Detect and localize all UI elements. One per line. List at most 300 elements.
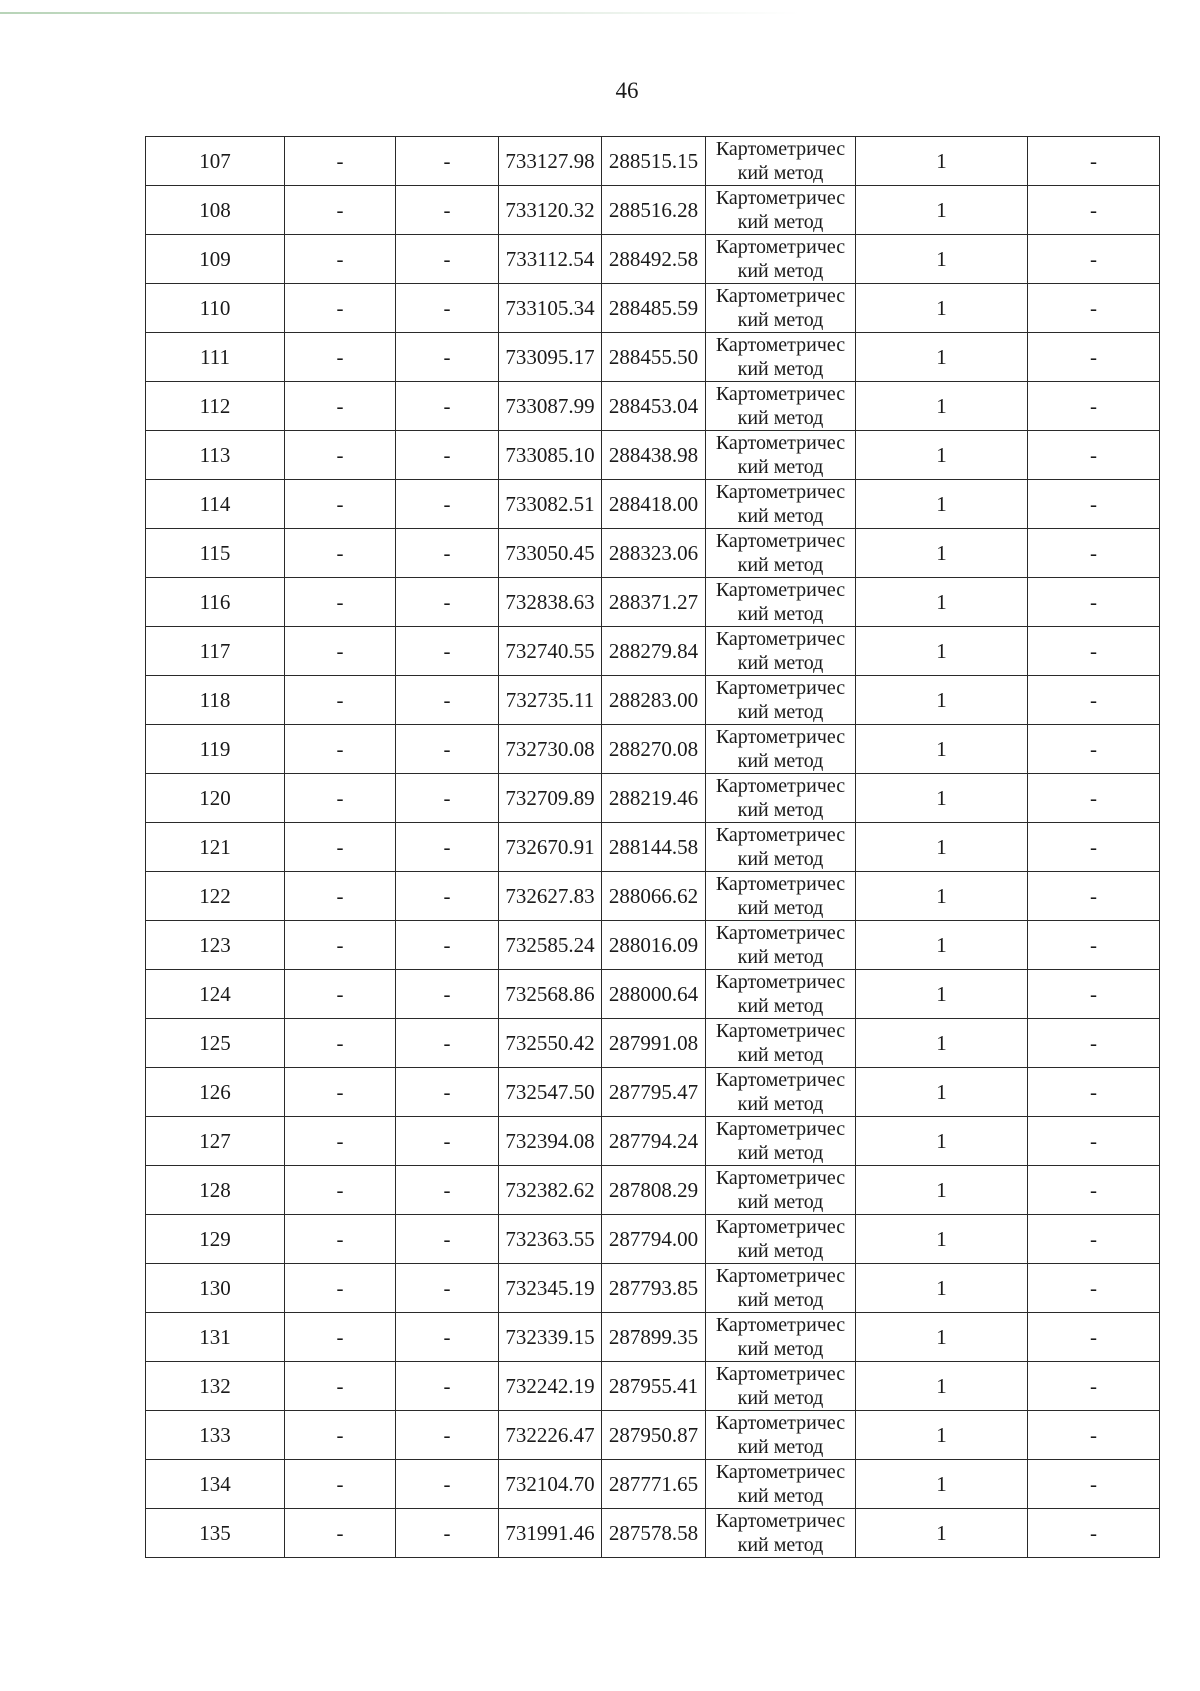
column3-cell: -	[396, 1313, 499, 1362]
value-cell: 1	[856, 1460, 1028, 1509]
value-cell: 1	[856, 725, 1028, 774]
table-row	[146, 725, 1160, 774]
value-cell: 1	[856, 921, 1028, 970]
table-body	[146, 137, 1160, 1558]
method-line-2: кий метод	[737, 1044, 824, 1066]
column3-cell: -	[396, 1362, 499, 1411]
table-row	[146, 872, 1160, 921]
table-row	[146, 1166, 1160, 1215]
y-coordinate-cell: 288000.64	[602, 970, 706, 1019]
last-column-cell: -	[1028, 1460, 1160, 1509]
method-line-2: кий метод	[737, 1093, 824, 1115]
point-number-cell: 129	[146, 1215, 285, 1264]
column2-cell: -	[285, 284, 396, 333]
last-column-cell: -	[1028, 774, 1160, 823]
table-row	[146, 186, 1160, 235]
x-coordinate-cell: 732339.15	[499, 1313, 602, 1362]
y-coordinate-cell: 287771.65	[602, 1460, 706, 1509]
method-cell	[706, 1460, 856, 1509]
method-cell	[706, 627, 856, 676]
method-line-1: Картометричес	[715, 1265, 846, 1287]
point-number-cell: 109	[146, 235, 285, 284]
x-coordinate-cell: 733127.98	[499, 137, 602, 186]
column2-cell: -	[285, 1411, 396, 1460]
method-line-1: Картометричес	[715, 1363, 846, 1385]
last-column-cell: -	[1028, 1166, 1160, 1215]
method-cell	[706, 921, 856, 970]
last-column-cell: -	[1028, 235, 1160, 284]
method-line-1: Картометричес	[715, 922, 846, 944]
method-line-1: Картометричес	[715, 334, 846, 356]
method-line-1: Картометричес	[715, 775, 846, 797]
column3-cell: -	[396, 725, 499, 774]
method-line-1: Картометричес	[715, 1510, 846, 1532]
column2-cell: -	[285, 529, 396, 578]
method-cell	[706, 1215, 856, 1264]
value-cell: 1	[856, 872, 1028, 921]
y-coordinate-cell: 287795.47	[602, 1068, 706, 1117]
column3-cell: -	[396, 823, 499, 872]
coordinates-table	[145, 136, 1160, 1558]
method-line-1: Картометричес	[715, 1412, 846, 1434]
method-line-2: кий метод	[737, 652, 824, 674]
x-coordinate-cell: 732838.63	[499, 578, 602, 627]
value-cell: 1	[856, 1313, 1028, 1362]
method-cell	[706, 774, 856, 823]
method-line-2: кий метод	[737, 554, 824, 576]
value-cell: 1	[856, 578, 1028, 627]
value-cell: 1	[856, 774, 1028, 823]
table-row	[146, 382, 1160, 431]
column3-cell: -	[396, 921, 499, 970]
y-coordinate-cell: 288418.00	[602, 480, 706, 529]
method-line-1: Картометричес	[715, 481, 846, 503]
column2-cell: -	[285, 333, 396, 382]
method-line-1: Картометричес	[715, 1167, 846, 1189]
value-cell: 1	[856, 480, 1028, 529]
last-column-cell: -	[1028, 1019, 1160, 1068]
last-column-cell: -	[1028, 725, 1160, 774]
point-number-cell: 112	[146, 382, 285, 431]
method-line-2: кий метод	[737, 603, 824, 625]
value-cell: 1	[856, 186, 1028, 235]
method-cell	[706, 970, 856, 1019]
value-cell: 1	[856, 1509, 1028, 1558]
value-cell: 1	[856, 1411, 1028, 1460]
method-line-2: кий метод	[737, 1485, 824, 1507]
last-column-cell: -	[1028, 480, 1160, 529]
y-coordinate-cell: 288485.59	[602, 284, 706, 333]
point-number-cell: 108	[146, 186, 285, 235]
column2-cell: -	[285, 725, 396, 774]
column2-cell: -	[285, 970, 396, 1019]
table-row	[146, 627, 1160, 676]
method-line-1: Картометричес	[715, 824, 846, 846]
column3-cell: -	[396, 578, 499, 627]
x-coordinate-cell: 733085.10	[499, 431, 602, 480]
column3-cell: -	[396, 137, 499, 186]
method-line-2: кий метод	[737, 701, 824, 723]
point-number-cell: 132	[146, 1362, 285, 1411]
method-line-1: Картометричес	[715, 628, 846, 650]
x-coordinate-cell: 732730.08	[499, 725, 602, 774]
method-line-2: кий метод	[737, 1240, 824, 1262]
table-row	[146, 1362, 1160, 1411]
y-coordinate-cell: 287899.35	[602, 1313, 706, 1362]
table-row	[146, 1411, 1160, 1460]
method-line-1: Картометричес	[715, 530, 846, 552]
method-line-1: Картометричес	[715, 971, 846, 993]
column3-cell: -	[396, 872, 499, 921]
column3-cell: -	[396, 970, 499, 1019]
method-cell	[706, 1117, 856, 1166]
value-cell: 1	[856, 431, 1028, 480]
value-cell: 1	[856, 1117, 1028, 1166]
column2-cell: -	[285, 627, 396, 676]
table-row	[146, 578, 1160, 627]
y-coordinate-cell: 288516.28	[602, 186, 706, 235]
method-line-1: Картометричес	[715, 726, 846, 748]
point-number-cell: 133	[146, 1411, 285, 1460]
value-cell: 1	[856, 529, 1028, 578]
point-number-cell: 107	[146, 137, 285, 186]
y-coordinate-cell: 287794.24	[602, 1117, 706, 1166]
x-coordinate-cell: 732104.70	[499, 1460, 602, 1509]
last-column-cell: -	[1028, 1264, 1160, 1313]
value-cell: 1	[856, 970, 1028, 1019]
table-row	[146, 970, 1160, 1019]
table-row	[146, 774, 1160, 823]
table-row	[146, 1215, 1160, 1264]
column3-cell: -	[396, 1460, 499, 1509]
y-coordinate-cell: 287808.29	[602, 1166, 706, 1215]
method-cell	[706, 431, 856, 480]
point-number-cell: 114	[146, 480, 285, 529]
method-line-1: Картометричес	[715, 236, 846, 258]
point-number-cell: 127	[146, 1117, 285, 1166]
point-number-cell: 125	[146, 1019, 285, 1068]
x-coordinate-cell: 732242.19	[499, 1362, 602, 1411]
column3-cell: -	[396, 1166, 499, 1215]
last-column-cell: -	[1028, 529, 1160, 578]
last-column-cell: -	[1028, 970, 1160, 1019]
method-line-2: кий метод	[737, 456, 824, 478]
last-column-cell: -	[1028, 284, 1160, 333]
point-number-cell: 134	[146, 1460, 285, 1509]
last-column-cell: -	[1028, 431, 1160, 480]
column2-cell: -	[285, 578, 396, 627]
last-column-cell: -	[1028, 1411, 1160, 1460]
column2-cell: -	[285, 774, 396, 823]
column2-cell: -	[285, 676, 396, 725]
column3-cell: -	[396, 529, 499, 578]
method-cell	[706, 1019, 856, 1068]
method-line-2: кий метод	[737, 505, 824, 527]
method-line-1: Картометричес	[715, 579, 846, 601]
method-cell	[706, 137, 856, 186]
column3-cell: -	[396, 186, 499, 235]
method-line-2: кий метод	[737, 358, 824, 380]
method-line-2: кий метод	[737, 799, 824, 821]
page-number: 46	[615, 78, 639, 103]
column2-cell: -	[285, 1215, 396, 1264]
method-line-2: кий метод	[737, 1436, 824, 1458]
method-line-1: Картометричес	[715, 1461, 846, 1483]
method-cell	[706, 480, 856, 529]
value-cell: 1	[856, 823, 1028, 872]
method-cell	[706, 186, 856, 235]
y-coordinate-cell: 288283.00	[602, 676, 706, 725]
method-cell	[706, 1264, 856, 1313]
method-line-1: Картометричес	[715, 138, 846, 160]
last-column-cell: -	[1028, 1313, 1160, 1362]
point-number-cell: 130	[146, 1264, 285, 1313]
last-column-cell: -	[1028, 872, 1160, 921]
column3-cell: -	[396, 1215, 499, 1264]
table-row	[146, 676, 1160, 725]
method-line-2: кий метод	[737, 407, 824, 429]
table-row	[146, 1019, 1160, 1068]
table-row	[146, 1264, 1160, 1313]
table-row	[146, 823, 1160, 872]
method-line-2: кий метод	[737, 750, 824, 772]
column2-cell: -	[285, 186, 396, 235]
x-coordinate-cell: 733095.17	[499, 333, 602, 382]
y-coordinate-cell: 288492.58	[602, 235, 706, 284]
point-number-cell: 120	[146, 774, 285, 823]
column3-cell: -	[396, 627, 499, 676]
point-number-cell: 126	[146, 1068, 285, 1117]
column3-cell: -	[396, 382, 499, 431]
point-number-cell: 111	[146, 333, 285, 382]
method-line-1: Картометричес	[715, 873, 846, 895]
table-row	[146, 284, 1160, 333]
x-coordinate-cell: 732709.89	[499, 774, 602, 823]
x-coordinate-cell: 733112.54	[499, 235, 602, 284]
y-coordinate-cell: 287794.00	[602, 1215, 706, 1264]
table-row	[146, 333, 1160, 382]
table-row	[146, 921, 1160, 970]
point-number-cell: 115	[146, 529, 285, 578]
y-coordinate-cell: 288144.58	[602, 823, 706, 872]
column2-cell: -	[285, 921, 396, 970]
point-number-cell: 123	[146, 921, 285, 970]
column3-cell: -	[396, 774, 499, 823]
x-coordinate-cell: 733082.51	[499, 480, 602, 529]
x-coordinate-cell: 731991.46	[499, 1509, 602, 1558]
method-line-2: кий метод	[737, 1142, 824, 1164]
last-column-cell: -	[1028, 1509, 1160, 1558]
y-coordinate-cell: 288455.50	[602, 333, 706, 382]
method-line-1: Картометричес	[715, 1069, 846, 1091]
method-line-2: кий метод	[737, 1534, 824, 1556]
value-cell: 1	[856, 1362, 1028, 1411]
point-number-cell: 135	[146, 1509, 285, 1558]
x-coordinate-cell: 732547.50	[499, 1068, 602, 1117]
method-line-1: Картометричес	[715, 1216, 846, 1238]
table-row	[146, 1068, 1160, 1117]
x-coordinate-cell: 732363.55	[499, 1215, 602, 1264]
column3-cell: -	[396, 235, 499, 284]
y-coordinate-cell: 288371.27	[602, 578, 706, 627]
table-row	[146, 137, 1160, 186]
x-coordinate-cell: 732382.62	[499, 1166, 602, 1215]
column3-cell: -	[396, 1411, 499, 1460]
method-line-1: Картометричес	[715, 383, 846, 405]
point-number-cell: 113	[146, 431, 285, 480]
method-line-1: Картометричес	[715, 187, 846, 209]
last-column-cell: -	[1028, 186, 1160, 235]
method-cell	[706, 725, 856, 774]
column2-cell: -	[285, 1509, 396, 1558]
table-row	[146, 529, 1160, 578]
x-coordinate-cell: 732585.24	[499, 921, 602, 970]
column3-cell: -	[396, 480, 499, 529]
method-line-2: кий метод	[737, 946, 824, 968]
method-cell	[706, 1313, 856, 1362]
scan-edge-line	[0, 12, 800, 14]
last-column-cell: -	[1028, 382, 1160, 431]
y-coordinate-cell: 287991.08	[602, 1019, 706, 1068]
column3-cell: -	[396, 284, 499, 333]
column2-cell: -	[285, 872, 396, 921]
method-line-2: кий метод	[737, 211, 824, 233]
column3-cell: -	[396, 676, 499, 725]
last-column-cell: -	[1028, 627, 1160, 676]
table-row	[146, 1509, 1160, 1558]
column2-cell: -	[285, 823, 396, 872]
point-number-cell: 118	[146, 676, 285, 725]
table-row	[146, 1460, 1160, 1509]
x-coordinate-cell: 732568.86	[499, 970, 602, 1019]
point-number-cell: 131	[146, 1313, 285, 1362]
x-coordinate-cell: 732627.83	[499, 872, 602, 921]
column3-cell: -	[396, 431, 499, 480]
last-column-cell: -	[1028, 333, 1160, 382]
method-line-1: Картометричес	[715, 432, 846, 454]
value-cell: 1	[856, 1068, 1028, 1117]
point-number-cell: 116	[146, 578, 285, 627]
value-cell: 1	[856, 284, 1028, 333]
method-cell	[706, 676, 856, 725]
column2-cell: -	[285, 480, 396, 529]
last-column-cell: -	[1028, 1215, 1160, 1264]
method-cell	[706, 235, 856, 284]
method-line-1: Картометричес	[715, 285, 846, 307]
x-coordinate-cell: 732345.19	[499, 1264, 602, 1313]
x-coordinate-cell: 732740.55	[499, 627, 602, 676]
y-coordinate-cell: 287955.41	[602, 1362, 706, 1411]
method-cell	[706, 284, 856, 333]
column2-cell: -	[285, 1019, 396, 1068]
last-column-cell: -	[1028, 1362, 1160, 1411]
method-cell	[706, 578, 856, 627]
value-cell: 1	[856, 1264, 1028, 1313]
y-coordinate-cell: 288323.06	[602, 529, 706, 578]
method-cell	[706, 1411, 856, 1460]
column2-cell: -	[285, 1068, 396, 1117]
table-row	[146, 1117, 1160, 1166]
value-cell: 1	[856, 1215, 1028, 1264]
column2-cell: -	[285, 1313, 396, 1362]
x-coordinate-cell: 733050.45	[499, 529, 602, 578]
value-cell: 1	[856, 1019, 1028, 1068]
table-row	[146, 431, 1160, 480]
method-cell	[706, 1362, 856, 1411]
x-coordinate-cell: 732394.08	[499, 1117, 602, 1166]
column2-cell: -	[285, 235, 396, 284]
method-cell	[706, 872, 856, 921]
last-column-cell: -	[1028, 921, 1160, 970]
y-coordinate-cell: 288219.46	[602, 774, 706, 823]
y-coordinate-cell: 288515.15	[602, 137, 706, 186]
value-cell: 1	[856, 382, 1028, 431]
last-column-cell: -	[1028, 137, 1160, 186]
y-coordinate-cell: 287578.58	[602, 1509, 706, 1558]
method-line-2: кий метод	[737, 1191, 824, 1213]
method-line-1: Картометричес	[715, 1020, 846, 1042]
point-number-cell: 128	[146, 1166, 285, 1215]
last-column-cell: -	[1028, 578, 1160, 627]
point-number-cell: 122	[146, 872, 285, 921]
value-cell: 1	[856, 1166, 1028, 1215]
y-coordinate-cell: 288270.08	[602, 725, 706, 774]
value-cell: 1	[856, 627, 1028, 676]
method-line-2: кий метод	[737, 1338, 824, 1360]
point-number-cell: 124	[146, 970, 285, 1019]
point-number-cell: 110	[146, 284, 285, 333]
point-number-cell: 119	[146, 725, 285, 774]
method-line-1: Картометричес	[715, 1314, 846, 1336]
last-column-cell: -	[1028, 823, 1160, 872]
method-line-2: кий метод	[737, 897, 824, 919]
x-coordinate-cell: 732550.42	[499, 1019, 602, 1068]
value-cell: 1	[856, 676, 1028, 725]
x-coordinate-cell: 733087.99	[499, 382, 602, 431]
method-line-1: Картометричес	[715, 677, 846, 699]
column2-cell: -	[285, 1117, 396, 1166]
y-coordinate-cell: 288016.09	[602, 921, 706, 970]
y-coordinate-cell: 287793.85	[602, 1264, 706, 1313]
x-coordinate-cell: 732670.91	[499, 823, 602, 872]
method-line-2: кий метод	[737, 848, 824, 870]
value-cell: 1	[856, 333, 1028, 382]
value-cell: 1	[856, 235, 1028, 284]
column3-cell: -	[396, 1117, 499, 1166]
column3-cell: -	[396, 1509, 499, 1558]
last-column-cell: -	[1028, 676, 1160, 725]
method-cell	[706, 333, 856, 382]
last-column-cell: -	[1028, 1068, 1160, 1117]
method-line-2: кий метод	[737, 1387, 824, 1409]
point-number-cell: 121	[146, 823, 285, 872]
column2-cell: -	[285, 1264, 396, 1313]
column2-cell: -	[285, 431, 396, 480]
last-column-cell: -	[1028, 1117, 1160, 1166]
x-coordinate-cell: 733120.32	[499, 186, 602, 235]
method-cell	[706, 1166, 856, 1215]
x-coordinate-cell: 732226.47	[499, 1411, 602, 1460]
method-cell	[706, 823, 856, 872]
method-line-2: кий метод	[737, 260, 824, 282]
column3-cell: -	[396, 333, 499, 382]
method-cell	[706, 1068, 856, 1117]
x-coordinate-cell: 732735.11	[499, 676, 602, 725]
table-row	[146, 480, 1160, 529]
x-coordinate-cell: 733105.34	[499, 284, 602, 333]
method-line-2: кий метод	[737, 1289, 824, 1311]
column2-cell: -	[285, 1460, 396, 1509]
